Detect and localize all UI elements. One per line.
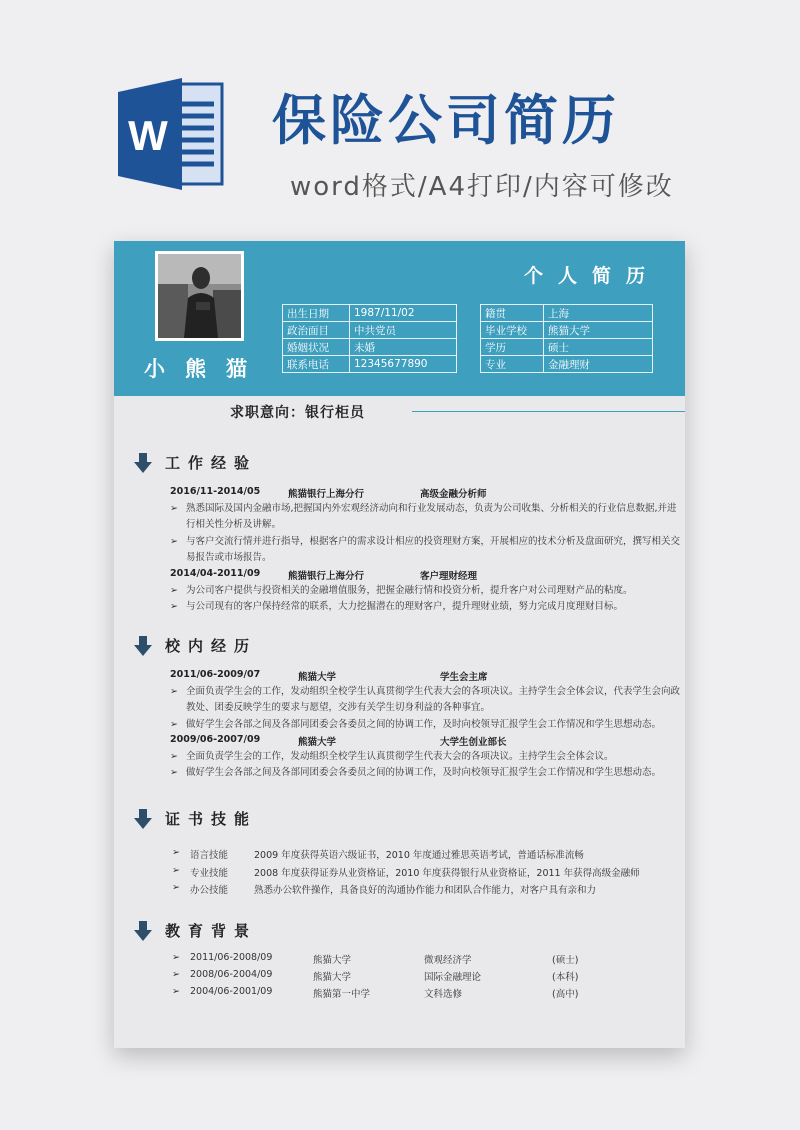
bullet-arrow-icon: ➢ [170,536,178,547]
promo-subtitle: word格式/A4打印/内容可修改 [290,172,674,202]
campus-role: 学生会主席 [440,672,488,683]
down-arrow-icon [134,636,152,656]
skill-label: 语言技能 [190,850,229,861]
job-org: 熊猫银行上海分行 [288,571,365,582]
info-row [283,322,457,339]
education-period: 2004/06-2001/09 [190,986,273,997]
education-degree: (硕士) [552,955,579,966]
list-item-text: 做好学生会各部之间及各部同团委会各委员之间的协调工作，及时向校领导汇报学生会工作情况和学生思想动态。 [186,719,662,730]
info-row [283,305,457,322]
info-row [481,322,653,339]
bullet-arrow-icon: ➢ [170,686,178,697]
bullet-arrow-icon: ➢ [170,767,178,778]
bullet-arrow-icon: ➢ [170,503,178,514]
info-value: 硕士 [544,339,653,356]
word-icon [118,78,226,190]
info-key: 籍贯 [481,305,544,322]
info-row [283,339,457,356]
campus-org: 熊猫大学 [298,737,337,748]
personal-info-table-left [282,304,457,373]
info-value: 熊猫大学 [544,322,653,339]
job-period: 2014/04-2011/09 [170,568,261,579]
info-row [481,339,653,356]
education-period: 2008/06-2004/09 [190,969,273,980]
bullet-arrow-icon: ➢ [172,969,180,980]
profile-photo [155,251,244,341]
job-role: 高级金融分析师 [420,489,487,500]
bullet-arrow-icon: ➢ [172,952,180,963]
objective-divider [412,411,685,412]
list-item-text: 全面负责学生会的工作，发动组织全校学生认真贯彻学生代表大会的各项决议。主持学生会全体会议。 [186,751,614,762]
job-role: 客户理财经理 [420,571,478,582]
down-arrow-icon [134,809,152,829]
skill-text: 2009 年度获得英语六级证书，2010 年度通过雅思英语考试，普通话标准流畅 [254,850,584,861]
list-item-text: 与公司现有的客户保持经常的联系，大力挖掘潜在的理财客户，提升理财业绩，努力完成月度理财目标。 [186,601,624,612]
info-key: 学历 [481,339,544,356]
info-key: 出生日期 [283,305,350,322]
info-key: 毕业学校 [481,322,544,339]
info-key: 婚姻状况 [283,339,350,356]
info-value: 12345677890 [350,356,457,373]
section-title: 证书技能 [165,810,258,828]
info-key: 政治面目 [283,322,350,339]
resume-sheet [114,241,685,1048]
resume-label: 个人简历 [524,265,661,287]
skill-label: 专业技能 [190,868,229,879]
education-school: 熊猫大学 [313,955,352,966]
info-value: 1987/11/02 [350,305,457,322]
campus-period: 2011/06-2009/07 [170,669,261,680]
info-row [283,356,457,373]
list-item-text: 熟悉国际及国内金融市场,把握国内外宏观经济动向和行业发展动态，负责为公司收集、分析相关的行业信息数据,并进行相关性分析及讲解。 [186,503,677,530]
candidate-name: 小熊猫 [144,357,267,381]
personal-info-table-right [480,304,653,373]
bullet-arrow-icon: ➢ [170,585,178,596]
word-logo-letter: W [128,112,168,159]
section-title: 校内经历 [165,637,258,655]
down-arrow-icon [134,921,152,941]
list-item-text: 为公司客户提供与投资相关的金融增值服务，把握金融行情和投资分析，提升客户对公司理财产品的粘度。 [186,585,633,596]
campus-role: 大学生创业部长 [440,737,507,748]
campus-org: 熊猫大学 [298,672,337,683]
info-row [481,305,653,322]
info-value: 中共党员 [350,322,457,339]
education-period: 2011/06-2008/09 [190,952,273,963]
list-item-text: 全面负责学生会的工作，发动组织全校学生认真贯彻学生代表大会的各项决议。主持学生会全体会议，代表学生会向政教处、团委反映学生的要求与愿望，交涉有关学生切身利益的各种事宜。 [186,686,681,713]
info-row [481,356,653,373]
education-school: 熊猫第一中学 [313,989,371,1000]
skill-text: 熟悉办公软件操作，具备良好的沟通协作能力和团队合作能力，对客户具有亲和力 [254,885,597,896]
section-title: 教育背景 [165,922,258,940]
header-banner [114,241,685,396]
bullet-arrow-icon: ➢ [172,986,180,997]
promo-title: 保险公司简历 [272,89,620,152]
info-value: 上海 [544,305,653,322]
bullet-arrow-icon: ➢ [170,751,178,762]
education-major: 国际金融理论 [424,972,482,983]
education-school: 熊猫大学 [313,972,352,983]
bullet-arrow-icon: ➢ [172,865,180,876]
campus-period: 2009/06-2007/09 [170,734,261,745]
job-period: 2016/11-2014/05 [170,486,261,497]
education-major: 微观经济学 [424,955,472,966]
info-value: 未婚 [350,339,457,356]
skill-text: 2008 年度获得证券从业资格证，2010 年度获得银行从业资格证，2011 年获得高级金融师 [254,868,640,879]
info-value: 金融理财 [544,356,653,373]
bullet-arrow-icon: ➢ [172,847,180,858]
info-key: 专业 [481,356,544,373]
bullet-arrow-icon: ➢ [172,882,180,893]
section-title: 工作经验 [165,454,258,472]
list-item-text: 与客户交流行情并进行指导，根据客户的需求设计相应的投资理财方案，开展相应的技术分析及盘面研究，撰写相关交易报告或市场报告。 [186,536,681,563]
education-degree: (高中) [552,989,579,1000]
job-org: 熊猫银行上海分行 [288,489,365,500]
education-major: 文科选修 [424,989,463,1000]
down-arrow-icon [134,453,152,473]
info-key: 联系电话 [283,356,350,373]
education-degree: (本科) [552,972,579,983]
list-item-text: 做好学生会各部之间及各部同团委会各委员之间的协调工作，及时向校领导汇报学生会工作情况和学生思想动态。 [186,767,662,778]
skill-label: 办公技能 [190,885,229,896]
bullet-arrow-icon: ➢ [170,719,178,730]
job-objective: 求职意向：银行柜员 [230,405,365,421]
bullet-arrow-icon: ➢ [170,601,178,612]
